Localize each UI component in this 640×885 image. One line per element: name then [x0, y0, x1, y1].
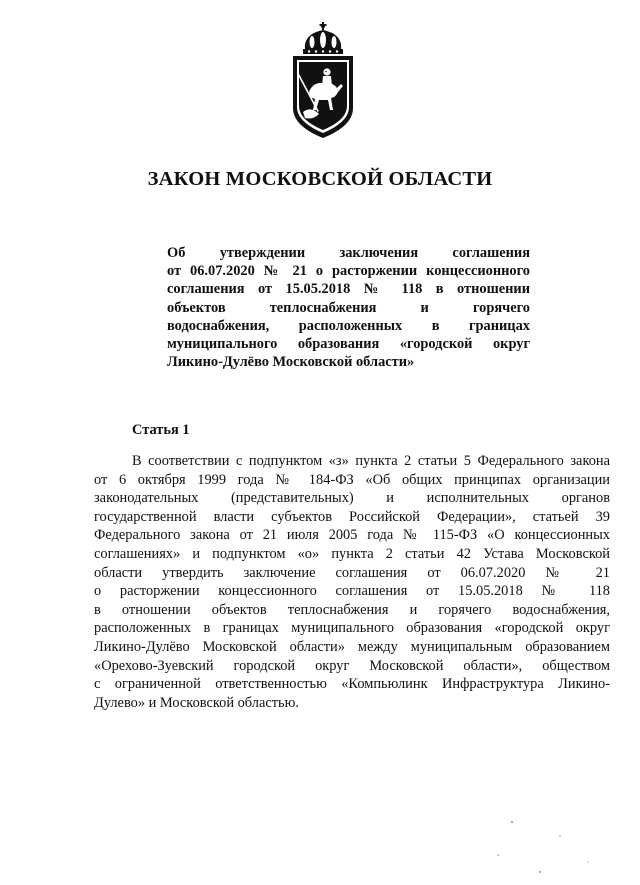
article-body: [94, 452, 610, 712]
law-subject: [167, 244, 530, 371]
article-line: области утвердить заключение соглашения от 06.07.2020 № 21: [94, 564, 610, 581]
article-line: расположенных в границах муниципального образования «городской округ: [94, 620, 610, 637]
article-line: с ограниченной ответственностью «Компьюлинк Инфраструктура Ликино-: [94, 676, 610, 693]
subject-line: соглашения от 15.05.2018 № 118 в отношении: [167, 281, 530, 298]
subject-line: муниципального образования «городской округ: [167, 335, 530, 352]
article-heading: Статья 1: [132, 422, 190, 438]
article-line: законодательных (представительных) и исполнительных органов: [94, 490, 610, 507]
article-line: Федерального закона от 21 июля 2005 года № 115-ФЗ «О концессионных: [94, 527, 610, 544]
article-line: Дулево» и Московской областью.: [94, 694, 299, 711]
article-line: Ликино-Дулёво Московской области» между муниципальным образованием: [94, 638, 610, 655]
subject-line: от 06.07.2020 № 21 о расторжении концессионного: [167, 263, 530, 280]
article-line: о расторжении концессионного соглашения от 15.05.2018 № 118: [94, 583, 610, 600]
coat-of-arms-icon: [283, 20, 363, 142]
subject-line: Об утверждении заключения соглашения: [167, 245, 530, 261]
article-line: от 6 октября 1999 года № 184-ФЗ «Об общих принципах организации: [94, 471, 610, 488]
subject-line: объектов теплоснабжения и горячего: [167, 299, 530, 316]
law-title: ЗАКОН МОСКОВСКОЙ ОБЛАСТИ: [147, 168, 493, 190]
article-line: в отношении объектов теплоснабжения и горячего водоснабжения,: [94, 601, 610, 618]
subject-line: Ликино-Дулёво Московской области»: [167, 354, 415, 371]
article-line: В соответствии с подпунктом «з» пункта 2 статьи 5 Федерального закона: [132, 453, 610, 469]
article-line: «Орехово-Зуевский городской округ Московской области», обществом: [94, 657, 610, 674]
article-line: соглашениях» и подпунктом «о» пункта 2 статьи 42 Устава Московской: [94, 545, 610, 562]
article-line: государственной власти субъектов Российской Федерации», статьей 39: [94, 508, 610, 525]
subject-line: водоснабжения, расположенных в границах: [167, 317, 530, 334]
